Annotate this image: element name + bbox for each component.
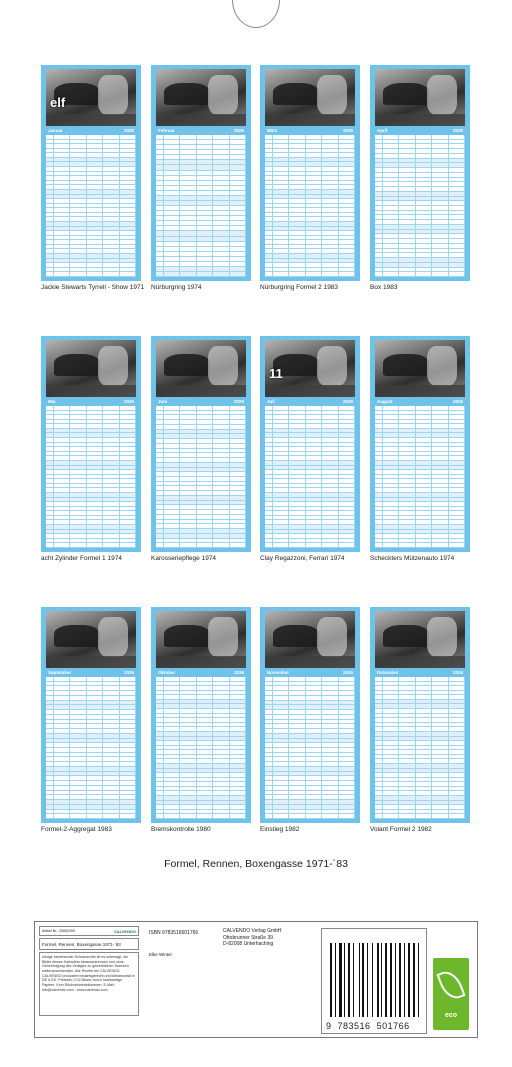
month-photo bbox=[265, 611, 355, 668]
photo-shape bbox=[427, 617, 457, 657]
barcode-bar bbox=[335, 943, 336, 1017]
month-header bbox=[375, 668, 465, 677]
barcode-bar bbox=[336, 943, 338, 1017]
photo-shape bbox=[265, 114, 355, 126]
photo-shape bbox=[98, 617, 128, 657]
month-card bbox=[41, 607, 141, 834]
article-box bbox=[39, 926, 139, 936]
photo-shape bbox=[383, 83, 429, 105]
month-year: 2026 bbox=[452, 128, 463, 133]
month-year: 2026 bbox=[123, 128, 134, 133]
photo-shape bbox=[164, 83, 210, 105]
month-planner-grid bbox=[265, 135, 355, 277]
photo-shape bbox=[156, 114, 246, 126]
month-planner-grid bbox=[375, 135, 465, 277]
barcode-bar bbox=[402, 943, 403, 1017]
isbn: ISBN 9783516501766 bbox=[149, 930, 199, 936]
month-photo bbox=[265, 69, 355, 126]
barcode-bar bbox=[333, 943, 334, 1017]
month-photo bbox=[375, 69, 465, 126]
month-frame bbox=[370, 607, 470, 823]
month-header bbox=[375, 126, 465, 135]
month-caption: Scheckters Mützenauto 1974 bbox=[370, 555, 455, 562]
barcode-bar bbox=[344, 943, 345, 1017]
barcode-bar bbox=[416, 943, 417, 1017]
month-frame bbox=[151, 607, 251, 823]
month-caption: Volant Formel 2 1982 bbox=[370, 826, 432, 833]
month-caption: acht Zylinder Formel 1 1974 bbox=[41, 555, 122, 562]
photo-shape bbox=[375, 656, 465, 668]
article-number: Artikel Nr.: 20652295 bbox=[42, 929, 75, 933]
photo-shape bbox=[273, 83, 319, 105]
month-name: Juni bbox=[158, 399, 168, 404]
day-row bbox=[375, 272, 465, 277]
month-year: 2026 bbox=[452, 399, 463, 404]
photo-text: elf bbox=[50, 95, 66, 110]
calendar-title: Formel, Rennen, Boxengasse 1971-´83 bbox=[164, 858, 348, 870]
barcode-bar bbox=[330, 943, 332, 1017]
month-card bbox=[370, 336, 470, 563]
photo-shape bbox=[208, 346, 238, 386]
day-row bbox=[265, 814, 355, 819]
month-frame bbox=[260, 336, 360, 552]
month-caption: Bremskontrolle 1980 bbox=[151, 826, 211, 833]
photo-shape bbox=[208, 617, 238, 657]
month-name: Mai bbox=[48, 399, 56, 404]
photo-shape bbox=[273, 625, 319, 647]
short-title: Formel, Rennen, Boxengasse 1971-´83 bbox=[39, 938, 139, 950]
photo-shape bbox=[98, 75, 128, 115]
month-caption: Clay Regazzoni, Ferrari 1974 bbox=[260, 555, 345, 562]
month-name: März bbox=[267, 128, 278, 133]
month-frame bbox=[260, 607, 360, 823]
barcode-bar bbox=[355, 943, 358, 1017]
barcode-bar bbox=[408, 943, 411, 1017]
photo-shape bbox=[375, 114, 465, 126]
day-row bbox=[156, 272, 246, 277]
photo-shape bbox=[383, 625, 429, 647]
barcode-digit-group: 783516 bbox=[337, 1021, 371, 1031]
month-frame bbox=[370, 65, 470, 281]
photo-shape bbox=[265, 385, 355, 397]
month-name: September bbox=[48, 670, 72, 675]
month-year: 2026 bbox=[452, 670, 463, 675]
month-name: August bbox=[377, 399, 393, 404]
barcode-bar bbox=[397, 943, 399, 1017]
month-card bbox=[370, 607, 470, 834]
legal-text: Infolge bestehender Schutzrechte ist es untersagt, die Bilder dieses Kalenders herauszutrennen und ohne Genehmigung des Verlages zu gewerblichen Zwecken weiterzuverwenden. Alle Rechte bei CALVENDO. CALVENDO produziert bedarfsgerecht und klimaneutral in DE & EU. Preisinfo CO2-Bilanz durch hochwertige Papiere. Kein Rücknahmeabkommen. E-Mail: info@calvendo.com - www.calvendo.com bbox=[39, 952, 139, 1016]
month-frame bbox=[260, 65, 360, 281]
barcode-digit-group: 501766 bbox=[376, 1021, 410, 1031]
barcode-bar bbox=[361, 943, 362, 1017]
month-frame bbox=[151, 336, 251, 552]
photo-shape bbox=[383, 354, 429, 376]
photo-shape bbox=[317, 346, 347, 386]
photo-shape bbox=[46, 114, 136, 126]
month-caption: Nürburgring 1974 bbox=[151, 284, 202, 291]
back-cover-info bbox=[34, 921, 478, 1038]
month-year: 2026 bbox=[233, 399, 244, 404]
barcode bbox=[321, 928, 427, 1034]
barcode-bar bbox=[411, 943, 412, 1017]
barcode-bar bbox=[385, 943, 387, 1017]
month-header bbox=[265, 668, 355, 677]
month-name: Januar bbox=[48, 128, 63, 133]
month-photo bbox=[46, 69, 136, 126]
month-caption: Karosseriepflege 1974 bbox=[151, 555, 217, 562]
eco-logo bbox=[433, 958, 469, 1030]
month-year: 2026 bbox=[123, 399, 134, 404]
month-card bbox=[41, 336, 141, 563]
photo-shape bbox=[265, 656, 355, 668]
barcode-bar bbox=[399, 943, 401, 1017]
month-header bbox=[46, 126, 136, 135]
month-photo bbox=[156, 340, 246, 397]
month-card bbox=[370, 65, 470, 292]
month-planner-grid bbox=[156, 406, 246, 548]
photo-shape bbox=[164, 354, 210, 376]
month-photo bbox=[375, 340, 465, 397]
barcode-digits bbox=[326, 1021, 426, 1031]
month-card bbox=[151, 336, 251, 563]
barcode-bar bbox=[365, 943, 366, 1017]
month-planner-grid bbox=[375, 677, 465, 819]
photo-shape bbox=[317, 617, 347, 657]
photo-shape bbox=[156, 385, 246, 397]
month-header bbox=[265, 126, 355, 135]
day-row bbox=[375, 814, 465, 819]
month-planner-grid bbox=[46, 677, 136, 819]
month-planner-grid bbox=[375, 406, 465, 548]
month-frame bbox=[41, 65, 141, 281]
day-row bbox=[156, 814, 246, 819]
month-card bbox=[260, 336, 360, 563]
day-row bbox=[46, 272, 136, 277]
month-name: Februar bbox=[158, 128, 175, 133]
month-frame bbox=[370, 336, 470, 552]
month-planner-grid bbox=[156, 677, 246, 819]
leaf-icon bbox=[436, 967, 465, 1002]
month-frame bbox=[41, 607, 141, 823]
photo-shape bbox=[208, 75, 238, 115]
month-year: 2026 bbox=[233, 128, 244, 133]
month-year: 2026 bbox=[123, 670, 134, 675]
month-photo bbox=[46, 340, 136, 397]
month-year: 2026 bbox=[342, 128, 353, 133]
barcode-bar bbox=[346, 943, 347, 1017]
barcode-bar bbox=[339, 943, 342, 1017]
photo-shape bbox=[317, 75, 347, 115]
photo-shape bbox=[375, 385, 465, 397]
month-card bbox=[260, 607, 360, 834]
day-row bbox=[265, 543, 355, 548]
day-row bbox=[46, 814, 136, 819]
month-card bbox=[260, 65, 360, 292]
barcode-bar bbox=[343, 943, 344, 1017]
barcode-bar bbox=[413, 943, 415, 1017]
month-card bbox=[151, 65, 251, 292]
barcode-bar bbox=[418, 943, 419, 1017]
month-photo bbox=[156, 611, 246, 668]
barcode-bar bbox=[377, 943, 379, 1017]
month-caption: Box 1983 bbox=[370, 284, 398, 291]
month-caption: Formel-2-Aggregat 1983 bbox=[41, 826, 112, 833]
month-frame bbox=[151, 65, 251, 281]
month-header bbox=[156, 126, 246, 135]
publisher-address bbox=[223, 928, 282, 948]
barcode-bar bbox=[381, 943, 382, 1017]
barcode-bar bbox=[353, 943, 354, 1017]
eco-label: eco bbox=[444, 1012, 458, 1019]
month-planner-grid bbox=[156, 135, 246, 277]
author: Elke Winter bbox=[149, 952, 173, 957]
photo-shape bbox=[54, 354, 100, 376]
photo-shape bbox=[156, 656, 246, 668]
month-name: Oktober bbox=[158, 670, 176, 675]
barcode-bar bbox=[406, 943, 407, 1017]
month-planner-grid bbox=[46, 135, 136, 277]
month-header bbox=[375, 397, 465, 406]
month-header bbox=[46, 397, 136, 406]
barcode-bar bbox=[390, 943, 393, 1017]
barcode-bar bbox=[380, 943, 381, 1017]
month-name: Dezember bbox=[377, 670, 399, 675]
month-planner-grid bbox=[46, 406, 136, 548]
barcode-bar bbox=[383, 943, 384, 1017]
photo-shape bbox=[98, 346, 128, 386]
barcode-bar bbox=[395, 943, 396, 1017]
barcode-bar bbox=[348, 943, 350, 1017]
day-row bbox=[375, 543, 465, 548]
month-planner-grid bbox=[265, 677, 355, 819]
photo-shape bbox=[164, 625, 210, 647]
month-caption: Einstieg 1982 bbox=[260, 826, 300, 833]
day-row bbox=[265, 272, 355, 277]
month-year: 2026 bbox=[342, 399, 353, 404]
barcode-bar bbox=[388, 943, 389, 1017]
month-name: November bbox=[267, 670, 290, 675]
publisher-line: Ottobrunner Straße 39 bbox=[223, 934, 274, 941]
photo-shape bbox=[427, 346, 457, 386]
publisher-line: D-82008 Unterhaching bbox=[223, 941, 274, 947]
month-card bbox=[41, 65, 145, 292]
calvendo-logo: CALVENDO bbox=[113, 928, 136, 934]
barcode-digit-group: 9 bbox=[326, 1021, 332, 1031]
publisher-line: CALVENDO Verlag GmbH bbox=[223, 928, 282, 934]
month-photo bbox=[156, 69, 246, 126]
month-header bbox=[265, 397, 355, 406]
day-row bbox=[46, 543, 136, 548]
month-header bbox=[156, 397, 246, 406]
barcode-bar bbox=[369, 943, 371, 1017]
month-photo bbox=[265, 340, 355, 397]
barcode-bar bbox=[362, 943, 364, 1017]
photo-text: 11 bbox=[269, 366, 283, 381]
barcode-bars bbox=[330, 943, 422, 1017]
month-name: Juli bbox=[267, 399, 275, 404]
month-year: 2026 bbox=[233, 670, 244, 675]
photo-shape bbox=[46, 656, 136, 668]
barcode-bar bbox=[393, 943, 394, 1017]
month-name: April bbox=[377, 128, 388, 133]
month-planner-grid bbox=[265, 406, 355, 548]
month-frame bbox=[41, 336, 141, 552]
barcode-bar bbox=[367, 943, 368, 1017]
month-card bbox=[151, 607, 251, 834]
day-row bbox=[156, 543, 246, 548]
month-photo bbox=[46, 611, 136, 668]
month-header bbox=[46, 668, 136, 677]
month-year: 2026 bbox=[342, 670, 353, 675]
month-photo bbox=[375, 611, 465, 668]
barcode-bar bbox=[404, 943, 405, 1017]
month-caption: Jackie Stewarts Tyrrell - Show 1971 bbox=[41, 284, 145, 291]
photo-shape bbox=[427, 75, 457, 115]
barcode-bar bbox=[359, 943, 360, 1017]
photo-shape bbox=[46, 385, 136, 397]
info-left-column bbox=[39, 926, 139, 1016]
barcode-bar bbox=[373, 943, 376, 1017]
month-header bbox=[156, 668, 246, 677]
barcode-bar bbox=[372, 943, 373, 1017]
photo-shape bbox=[54, 625, 100, 647]
month-caption: Nürburgring Formel 2 1983 bbox=[260, 284, 339, 291]
barcode-bar bbox=[351, 943, 353, 1017]
barcode-bar bbox=[419, 943, 421, 1017]
